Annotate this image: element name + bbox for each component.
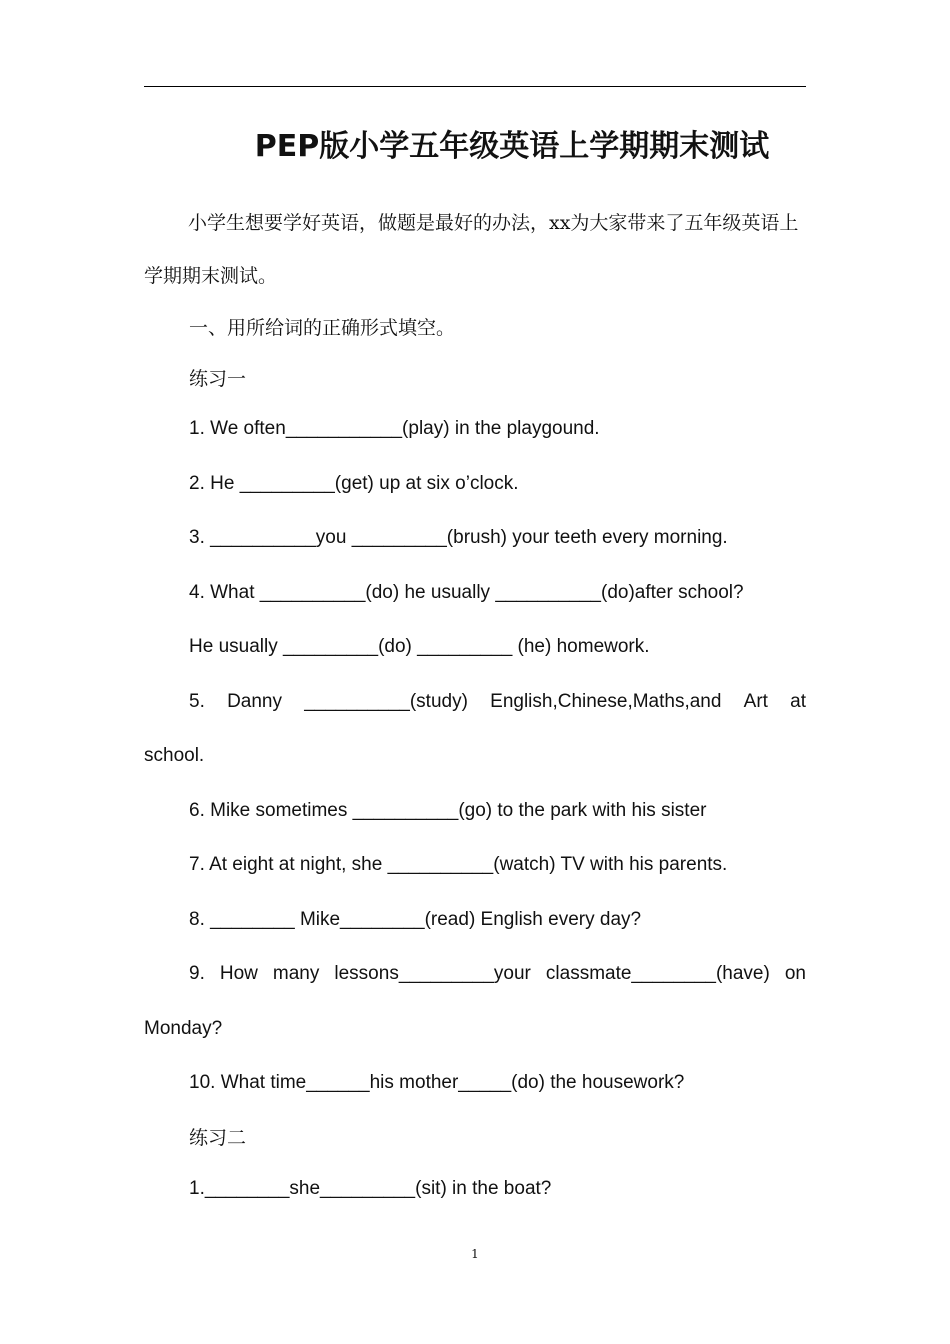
q5-word: __________(study)	[304, 691, 468, 712]
question-9	[189, 959, 806, 989]
q9-word: on	[784, 963, 806, 984]
q5-word: Art	[743, 691, 768, 712]
header-rule	[144, 86, 806, 87]
q9-word: many	[272, 963, 320, 984]
q5-word: 5.	[189, 691, 205, 712]
question-4-answer: He usually _________(do) _________ (he) homework.	[189, 636, 650, 657]
q5-word: at	[790, 691, 806, 712]
q9-word: 9.	[189, 963, 205, 984]
page-number: 1	[471, 1247, 479, 1261]
section-heading: 一、用所给词的正确形式填空。	[189, 317, 456, 339]
question-8: 8. ________ Mike________(read) English every day?	[189, 909, 642, 930]
question-3: 3. __________you _________(brush) your teeth every morning.	[189, 527, 728, 548]
q5-word: Danny	[227, 691, 282, 712]
q5-word: English,Chinese,Maths,and	[490, 691, 722, 712]
q9-word: How	[219, 963, 258, 984]
question-1: 1. We often___________(play) in the playgound.	[189, 418, 600, 439]
question-5-continuation: school.	[144, 745, 205, 766]
page-title: PEP版小学五年级英语上学期期末测试	[254, 129, 770, 164]
question-6: 6. Mike sometimes __________(go) to the park with his sister	[189, 800, 707, 821]
question-5	[189, 687, 806, 717]
q9-word: classmate________(have)	[545, 963, 770, 984]
q9-word: lessons_________your	[334, 963, 531, 984]
exercise-two-heading: 练习二	[189, 1127, 247, 1149]
exercise-one-heading: 练习一	[189, 368, 247, 390]
question-4: 4. What __________(do) he usually __________(do)after school?	[189, 582, 744, 603]
question-10: 10. What time______his mother_____(do) the housework?	[189, 1072, 685, 1093]
question-7: 7. At eight at night, she __________(watch) TV with his parents.	[189, 854, 728, 875]
exercise-two-question-1: 1.________she_________(sit) in the boat?	[189, 1178, 552, 1199]
question-9-continuation: Monday?	[144, 1018, 223, 1039]
question-2: 2. He _________(get) up at six o’clock.	[189, 473, 519, 494]
intro-paragraph: 小学生想要学好英语，做题是最好的办法，xx为大家带来了五年级英语上学期期末测试。	[144, 212, 799, 287]
